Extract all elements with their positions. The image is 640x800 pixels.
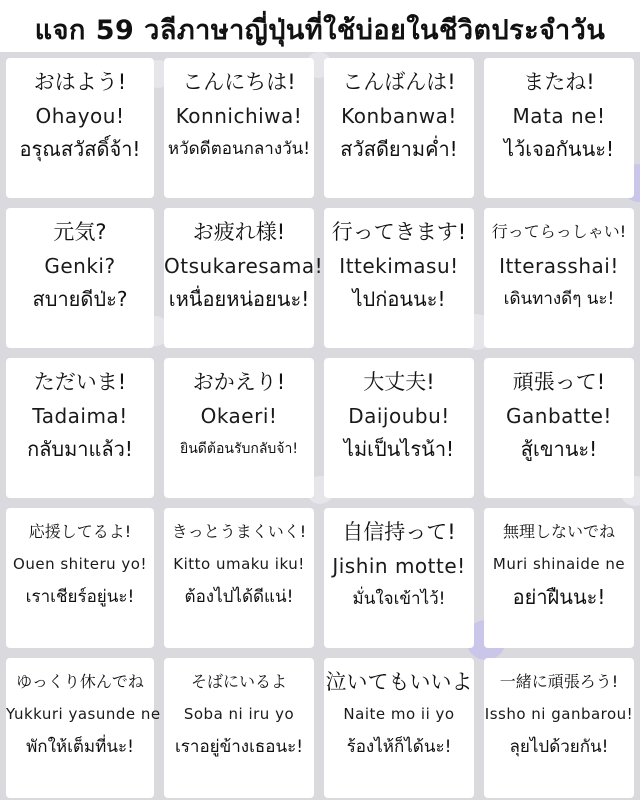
romaji-text: Yukkuri yasunde ne	[6, 705, 161, 723]
japanese-text: きっとうまくいく!	[171, 522, 307, 541]
phrase-card	[164, 508, 314, 648]
japanese-text: 応援してるよ!	[28, 522, 132, 541]
romaji-text: Soba ni iru yo	[183, 705, 295, 723]
thai-text: หวัดดีตอนกลางวัน!	[167, 139, 311, 159]
japanese-text: お疲れ様!	[192, 220, 286, 244]
romaji-text: Konnichiwa!	[175, 104, 303, 128]
thai-text: เราอยู่ข้างเธอนะ!	[174, 737, 304, 757]
romaji-text: Daijoubu!	[348, 404, 450, 428]
romaji-text: Itterasshai!	[499, 254, 619, 278]
thai-text: เราเชียร์อยู่นะ!	[25, 587, 135, 607]
thai-text: ไว้เจอกันนะ!	[503, 137, 615, 161]
phrase-card	[6, 508, 154, 648]
romaji-text: Okaeri!	[200, 404, 278, 428]
romaji-text: Ohayou!	[35, 104, 125, 128]
thai-text: อรุณสวัสดิ์จ้า!	[19, 137, 141, 161]
phrase-card	[324, 58, 474, 198]
phrase-card	[164, 208, 324, 348]
romaji-text: Muri shinaide ne	[492, 555, 626, 573]
romaji-text: Genki?	[44, 254, 116, 278]
thai-text: เดินทางดีๆ นะ!	[503, 289, 615, 309]
japanese-text: そばにいるよ	[190, 672, 287, 691]
phrase-card	[6, 58, 154, 198]
romaji-text: Otsukaresama!	[164, 254, 324, 278]
phrase-card	[324, 208, 474, 348]
thai-text: เหนื่อยหน่อยนะ!	[168, 287, 310, 311]
thai-text: อย่าฝืนนะ!	[512, 585, 606, 609]
phrase-card	[484, 508, 634, 648]
thai-text: ต้องไปได้ดีแน่!	[184, 587, 294, 607]
japanese-text: 泣いてもいいよ	[325, 670, 473, 694]
japanese-text: ゆっくり休んでね	[16, 672, 144, 691]
japanese-text: またね!	[523, 70, 595, 94]
japanese-text: 行ってきます!	[331, 220, 467, 244]
phrase-card	[164, 58, 314, 198]
phrase-card	[484, 658, 634, 798]
romaji-text: Ganbatte!	[506, 404, 612, 428]
japanese-text: 頑張って!	[512, 370, 606, 394]
phrase-card	[164, 358, 314, 498]
japanese-text: おはよう!	[33, 70, 127, 94]
thai-text: สวัสดียามค่ำ!	[340, 137, 458, 161]
thai-text: สบายดีป่ะ?	[32, 287, 128, 311]
japanese-text: こんばんは!	[342, 70, 456, 94]
japanese-text: 行ってらっしゃい!	[491, 222, 627, 241]
romaji-text: Tadaima!	[32, 404, 128, 428]
thai-text: มั่นใจเข้าไว้!	[352, 589, 446, 609]
romaji-text: Issho ni ganbarou!	[484, 705, 634, 723]
phrase-card	[324, 358, 474, 498]
japanese-text: ただいま!	[33, 370, 127, 394]
japanese-text: 無理しないでね	[502, 522, 615, 541]
romaji-text: Ouen shiteru yo!	[13, 555, 147, 573]
romaji-text: Kitto umaku iku!	[173, 555, 305, 573]
thai-text: ไปก่อนนะ!	[352, 287, 446, 311]
thai-text: ไม่เป็นไรน้า!	[343, 437, 455, 461]
phrase-card	[324, 658, 474, 798]
japanese-text: 自信持って!	[342, 520, 456, 544]
japanese-text: こんにちは!	[182, 70, 296, 94]
romaji-text: Konbanwa!	[341, 104, 457, 128]
phrase-grid	[0, 52, 640, 800]
phrase-card	[164, 658, 314, 798]
thai-text: ลุยไปด้วยกัน!	[509, 737, 609, 757]
japanese-text: 元気?	[53, 220, 107, 244]
phrase-card	[484, 208, 634, 348]
phrase-card	[484, 58, 634, 198]
japanese-text: 大丈夫!	[363, 370, 435, 394]
romaji-text: Mata ne!	[512, 104, 606, 128]
page-title: แจก 59 วลีภาษาญี่ปุ่นที่ใช้บ่อยในชีวิตประจำวัน	[34, 15, 606, 46]
phrase-card	[324, 508, 474, 648]
romaji-text: Ittekimasu!	[339, 254, 459, 278]
thai-text: กลับมาแล้ว!	[27, 437, 133, 461]
thai-text: ร้องไห้ก็ได้นะ!	[346, 737, 452, 757]
phrase-card	[6, 358, 154, 498]
japanese-text: 一緒に頑張ろう!	[499, 672, 619, 691]
phrase-card	[6, 208, 154, 348]
thai-text: สู้เขานะ!	[520, 437, 598, 461]
phrase-card	[6, 658, 161, 798]
romaji-text: Jishin motte!	[332, 554, 466, 578]
romaji-text: Naite mo ii yo	[343, 705, 455, 723]
thai-text: ยินดีต้อนรับกลับจ้า!	[180, 441, 298, 457]
japanese-text: おかえり!	[192, 370, 286, 394]
phrase-card	[484, 358, 634, 498]
thai-text: พักให้เต็มที่นะ!	[26, 737, 134, 757]
